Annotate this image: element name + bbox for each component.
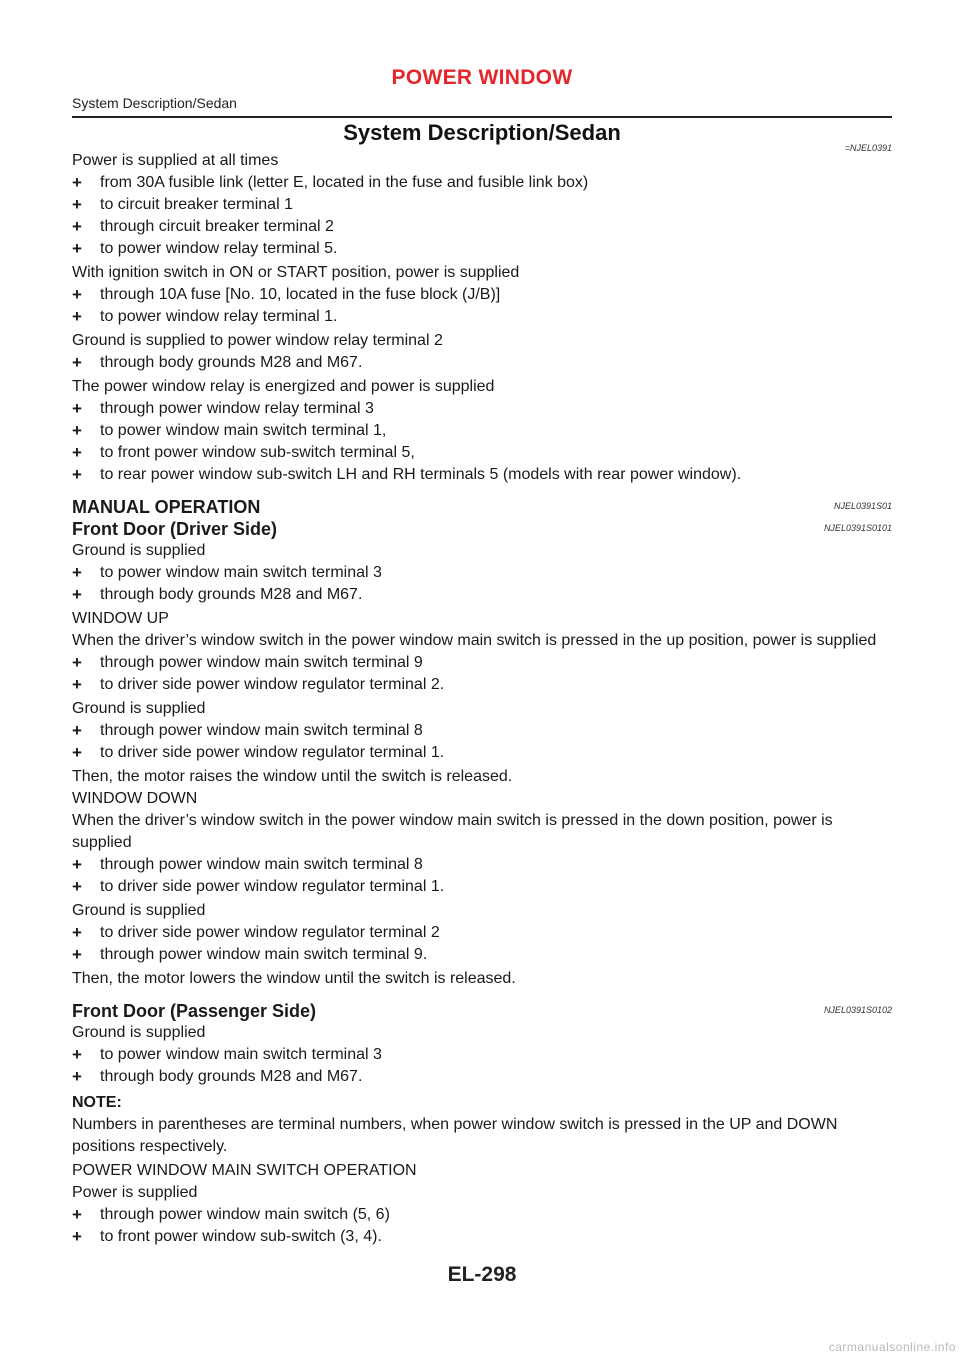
bullet-marker: + <box>72 239 82 258</box>
bullet-text: through power window relay terminal 3 <box>100 400 374 417</box>
bullet-marker: + <box>72 1045 82 1064</box>
bullet-item <box>72 584 892 606</box>
note-label: NOTE: <box>72 1094 122 1111</box>
bullet-marker: + <box>72 307 82 326</box>
bullet-text: to driver side power window regulator terminal 1. <box>100 744 445 761</box>
document-body <box>72 148 892 1248</box>
bullet-marker: + <box>72 1067 82 1086</box>
bullet-marker: + <box>72 1205 82 1224</box>
paragraph: When the driver’s window switch in the power window main switch is pressed in the down position, power is supplied <box>72 812 833 851</box>
bullet-text: to driver side power window regulator terminal 2 <box>100 924 440 941</box>
paragraph: Power is supplied <box>72 1184 198 1201</box>
paragraph: Ground is supplied to power window relay terminal 2 <box>72 332 443 349</box>
section-code: =NJEL0391 <box>844 143 892 153</box>
bullet-marker: + <box>72 465 82 484</box>
paragraph: Numbers in parentheses are terminal numbers, when power window switch is pressed in the UP and DOWN positions respectively. <box>72 1116 838 1155</box>
subsection-heading <box>72 1000 892 1022</box>
bullet-text: to power window relay terminal 1. <box>100 308 338 325</box>
bullet-item <box>72 854 892 876</box>
bullet-item <box>72 944 892 966</box>
subsection-title: MANUAL OPERATION <box>72 497 261 517</box>
bullet-text: to power window main switch terminal 1, <box>100 422 387 439</box>
reference-code: NJEL0391S0102 <box>823 1005 892 1015</box>
bullet-marker: + <box>72 1227 82 1246</box>
bullet-text: through body grounds M28 and M67. <box>100 1068 363 1085</box>
bullet-item <box>72 674 892 696</box>
bullet-text: through power window main switch terminal 9 <box>100 654 423 671</box>
subsection-heading <box>72 496 892 518</box>
bullet-item <box>72 1044 892 1066</box>
bullet-marker: + <box>72 923 82 942</box>
bullet-text: to power window relay terminal 5. <box>100 240 338 257</box>
bullet-marker: + <box>72 285 82 304</box>
bullet-item <box>72 172 892 194</box>
bullet-text: to rear power window sub-switch LH and RH terminals 5 (models with rear power window). <box>100 466 742 483</box>
bullet-item <box>72 720 892 742</box>
paragraph: Then, the motor raises the window until the switch is released. <box>72 768 513 785</box>
bullet-text: to front power window sub-switch terminal 5, <box>100 444 415 461</box>
section-title: System Description/Sedan <box>343 120 621 145</box>
paragraph: POWER WINDOW MAIN SWITCH OPERATION <box>72 1162 417 1179</box>
bullet-item <box>72 352 892 374</box>
bullet-marker: + <box>72 721 82 740</box>
reference-code: NJEL0391S0101 <box>823 523 892 533</box>
bullet-item <box>72 1066 892 1088</box>
bullet-item <box>72 1226 892 1248</box>
paragraph: Ground is supplied <box>72 700 206 717</box>
bullet-item <box>72 922 892 944</box>
bullet-item <box>72 420 892 442</box>
paragraph: Ground is supplied <box>72 1024 206 1041</box>
bullet-marker: + <box>72 217 82 236</box>
bullet-marker: + <box>72 585 82 604</box>
paragraph: With ignition switch in ON or START position, power is supplied <box>72 264 520 281</box>
bullet-item <box>72 652 892 674</box>
watermark: carmanualsonline.info <box>828 1340 956 1354</box>
header-title: POWER WINDOW <box>391 66 573 89</box>
bullet-marker: + <box>72 173 82 192</box>
bullet-text: through power window main switch (5, 6) <box>100 1206 390 1223</box>
bullet-item <box>72 194 892 216</box>
bullet-text: to power window main switch terminal 3 <box>100 1046 382 1063</box>
header-divider <box>72 116 892 118</box>
bullet-item <box>72 216 892 238</box>
bullet-marker: + <box>72 195 82 214</box>
page-number: EL-298 <box>447 1263 517 1286</box>
paragraph: WINDOW UP <box>72 610 169 627</box>
bullet-item <box>72 876 892 898</box>
bullet-marker: + <box>72 877 82 896</box>
reference-code: NJEL0391S01 <box>833 501 892 511</box>
bullet-item <box>72 742 892 764</box>
bullet-item <box>72 562 892 584</box>
bullet-text: through power window main switch terminal 8 <box>100 722 423 739</box>
bullet-text: to front power window sub-switch (3, 4). <box>100 1228 382 1245</box>
bullet-marker: + <box>72 421 82 440</box>
paragraph: Ground is supplied <box>72 902 206 919</box>
bullet-item <box>72 464 892 486</box>
bullet-text: through power window main switch terminal 8 <box>100 856 423 873</box>
bullet-text: through body grounds M28 and M67. <box>100 586 363 603</box>
bullet-item <box>72 238 892 260</box>
bullet-marker: + <box>72 563 82 582</box>
header-subtitle: System Description/Sedan <box>72 95 237 111</box>
bullet-text: to driver side power window regulator terminal 2. <box>100 676 445 693</box>
bullet-text: through power window main switch terminal 9. <box>100 946 428 963</box>
paragraph: When the driver’s window switch in the power window main switch is pressed in the up position, power is supplied <box>72 632 877 649</box>
bullet-text: from 30A fusible link (letter E, located in the fuse and fusible link box) <box>100 174 589 191</box>
paragraph: Ground is supplied <box>72 542 206 559</box>
paragraph: The power window relay is energized and power is supplied <box>72 378 495 395</box>
bullet-text: through 10A fuse [No. 10, located in the fuse block (J/B)] <box>100 286 501 303</box>
subsection-heading <box>72 518 892 540</box>
bullet-text: through circuit breaker terminal 2 <box>100 218 334 235</box>
bullet-text: through body grounds M28 and M67. <box>100 354 363 371</box>
bullet-marker: + <box>72 353 82 372</box>
bullet-marker: + <box>72 399 82 418</box>
bullet-marker: + <box>72 675 82 694</box>
bullet-marker: + <box>72 653 82 672</box>
paragraph: Then, the motor lowers the window until the switch is released. <box>72 970 516 987</box>
bullet-marker: + <box>72 743 82 762</box>
bullet-text: to power window main switch terminal 3 <box>100 564 382 581</box>
bullet-item <box>72 306 892 328</box>
bullet-marker: + <box>72 443 82 462</box>
bullet-item <box>72 1204 892 1226</box>
bullet-text: to circuit breaker terminal 1 <box>100 196 293 213</box>
bullet-item <box>72 442 892 464</box>
bullet-marker: + <box>72 945 82 964</box>
subsection-title: Front Door (Driver Side) <box>72 519 278 539</box>
bullet-item <box>72 398 892 420</box>
bullet-text: to driver side power window regulator terminal 1. <box>100 878 445 895</box>
paragraph: Power is supplied at all times <box>72 152 279 169</box>
bullet-item <box>72 284 892 306</box>
bullet-marker: + <box>72 855 82 874</box>
paragraph: WINDOW DOWN <box>72 790 198 807</box>
subsection-title: Front Door (Passenger Side) <box>72 1001 317 1021</box>
